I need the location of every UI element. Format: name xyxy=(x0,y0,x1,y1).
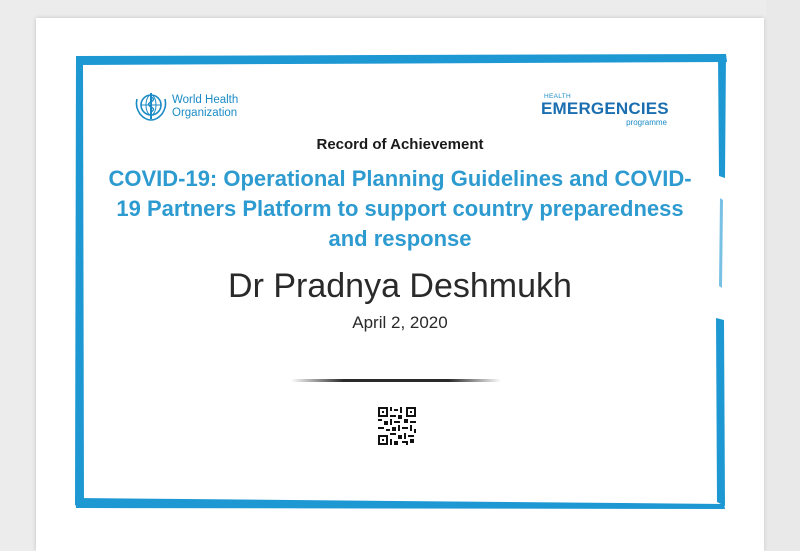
qr-code-icon xyxy=(376,405,418,447)
who-logo-text xyxy=(172,94,238,120)
he-small-label: HEALTH xyxy=(544,93,571,100)
who-logo xyxy=(134,91,254,125)
record-title: Record of Achievement xyxy=(316,136,484,153)
he-big-label: EMERGENCIES xyxy=(541,99,669,118)
certificate-page xyxy=(36,18,764,551)
he-tag-label: programme xyxy=(626,118,667,127)
who-emblem-icon xyxy=(134,91,168,123)
viewer-edge xyxy=(766,0,800,551)
signature-divider xyxy=(291,379,501,382)
recipient-name: Dr Pradnya Deshmukh xyxy=(228,267,572,305)
health-emergencies-logo xyxy=(541,91,671,127)
who-line2: Organization xyxy=(172,107,238,119)
issue-date: April 2, 2020 xyxy=(352,313,448,332)
course-title: COVID-19: Operational Planning Guidelines and COVID-19 Partners Platform to support country preparedness and response xyxy=(108,166,692,251)
who-line1: World Health xyxy=(172,94,239,106)
